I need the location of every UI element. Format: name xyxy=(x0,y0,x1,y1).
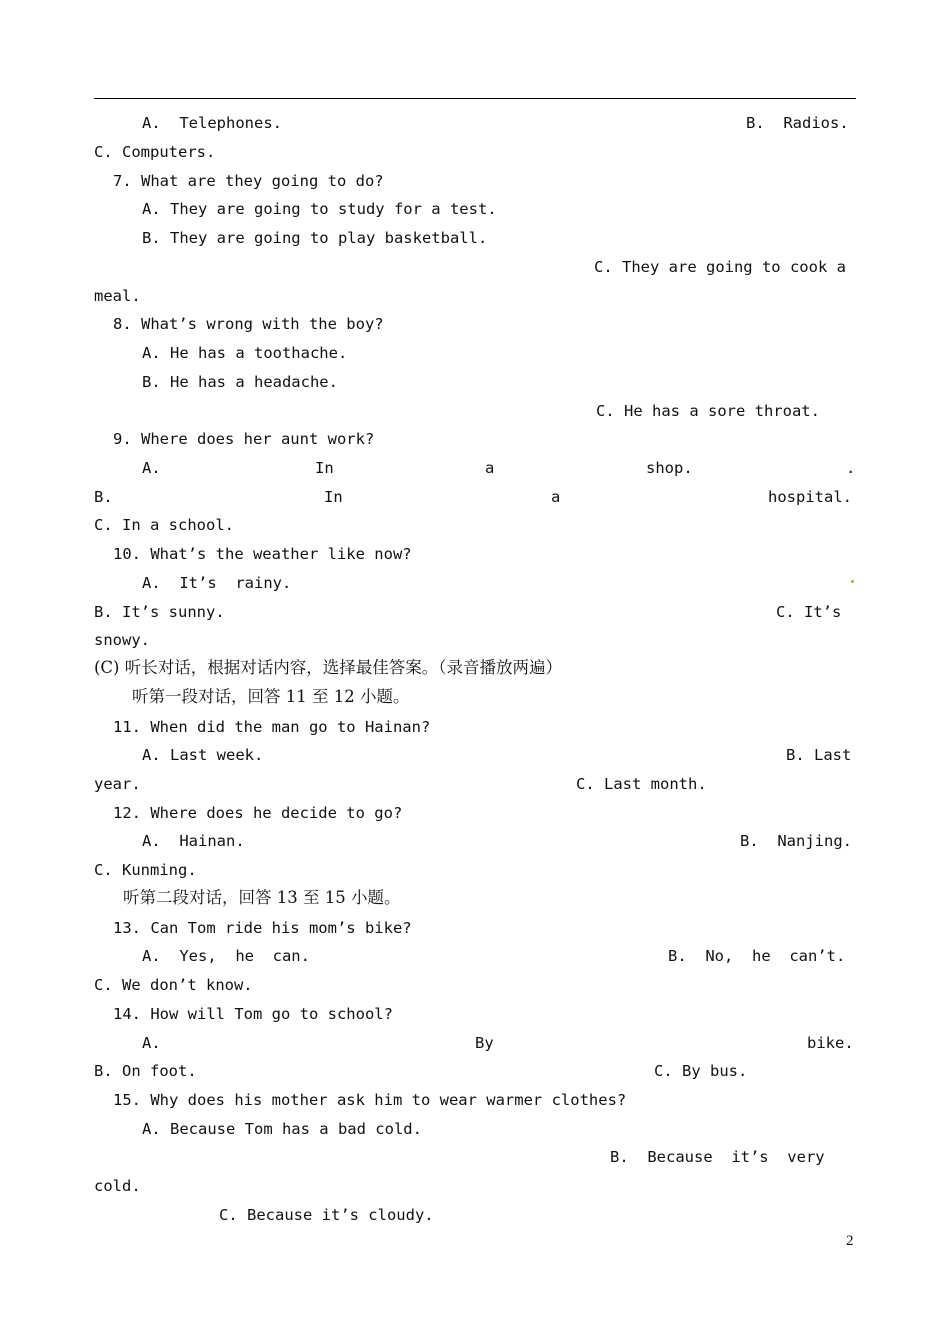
q9-stem: 9. Where does her aunt work? xyxy=(113,430,375,448)
q9-option-a-word3: shop. xyxy=(646,459,693,477)
q12-option-b: B. Nanjing. xyxy=(740,832,852,850)
q10-option-b: B. It’s sunny. xyxy=(94,603,225,621)
q15-option-c: C. Because it’s cloudy. xyxy=(219,1206,434,1224)
q11-option-b-cont: year. xyxy=(94,775,141,793)
q7-option-c: C. They are going to cook a xyxy=(594,258,846,276)
q15-option-b: B. Because it’s very xyxy=(610,1148,825,1166)
q10-stem: 10. What’s the weather like now? xyxy=(113,545,412,563)
q9-option-c: C. In a school. xyxy=(94,516,234,534)
q13-option-b: B. No, he can’t. xyxy=(668,947,846,965)
q8-option-a: A. He has a toothache. xyxy=(142,344,348,362)
q12-stem: 12. Where does he decide to go? xyxy=(113,804,403,822)
section-c-title: (C) 听长对话，根据对话内容，选择最佳答案。（录音播放两遍） xyxy=(94,658,562,677)
q9-option-a-dot: . xyxy=(846,459,856,477)
q9-option-a-word2: a xyxy=(485,459,495,477)
q6-option-c: C. Computers. xyxy=(94,143,216,161)
q9-option-b-word3: hospital. xyxy=(768,488,852,506)
q13-option-a: A. Yes, he can. xyxy=(142,947,310,965)
q14-option-c: C. By bus. xyxy=(654,1062,748,1080)
dialog-1-instruction: 听第一段对话，回答 11 至 12 小题。 xyxy=(132,687,410,706)
q7-option-b: B. They are going to play basketball. xyxy=(142,229,488,247)
q10-option-a: A. It’s rainy. xyxy=(142,574,292,592)
q10-option-c-cont: snowy. xyxy=(94,631,150,649)
q14-option-a-word1: By xyxy=(475,1034,494,1052)
q13-stem: 13. Can Tom ride his mom’s bike? xyxy=(113,919,412,937)
q12-option-a: A. Hainan. xyxy=(142,832,245,850)
page-number: 2 xyxy=(846,1233,854,1249)
q9-option-b-word1: In xyxy=(324,488,343,506)
q9-option-a-label: A. xyxy=(142,459,161,477)
q10-option-c: C. It’s xyxy=(776,603,842,621)
q7-option-a: A. They are going to study for a test. xyxy=(142,200,497,218)
q11-option-a: A. Last week. xyxy=(142,746,264,764)
q9-option-b-label: B. xyxy=(94,488,113,506)
q11-option-b: B. Last xyxy=(786,746,852,764)
header-rule xyxy=(94,98,856,99)
q15-option-a: A. Because Tom has a bad cold. xyxy=(142,1120,422,1138)
q12-option-c: C. Kunming. xyxy=(94,861,197,879)
q14-option-a-label: A. xyxy=(142,1034,161,1052)
q8-option-b: B. He has a headache. xyxy=(142,373,338,391)
yellow-dot-mark xyxy=(851,580,854,583)
q11-stem: 11. When did the man go to Hainan? xyxy=(113,718,431,736)
q7-option-c-cont: meal. xyxy=(94,287,141,305)
q6-option-b: B. Radios. xyxy=(746,114,849,132)
q15-stem: 15. Why does his mother ask him to wear warmer clothes? xyxy=(113,1091,627,1109)
q11-option-c: C. Last month. xyxy=(576,775,707,793)
q9-option-b-word2: a xyxy=(551,488,561,506)
q8-stem: 8. What’s wrong with the boy? xyxy=(113,315,384,333)
dialog-2-instruction: 听第二段对话，回答 13 至 15 小题。 xyxy=(123,888,401,907)
q8-option-c: C. He has a sore throat. xyxy=(596,402,820,420)
q13-option-c: C. We don’t know. xyxy=(94,976,253,994)
q9-option-a-word1: In xyxy=(315,459,334,477)
q14-option-a-word2: bike. xyxy=(807,1034,854,1052)
q7-stem: 7. What are they going to do? xyxy=(113,172,384,190)
q14-stem: 14. How will Tom go to school? xyxy=(113,1005,393,1023)
q15-option-b-cont: cold. xyxy=(94,1177,141,1195)
q14-option-b: B. On foot. xyxy=(94,1062,197,1080)
q6-option-a: A. Telephones. xyxy=(142,114,282,132)
